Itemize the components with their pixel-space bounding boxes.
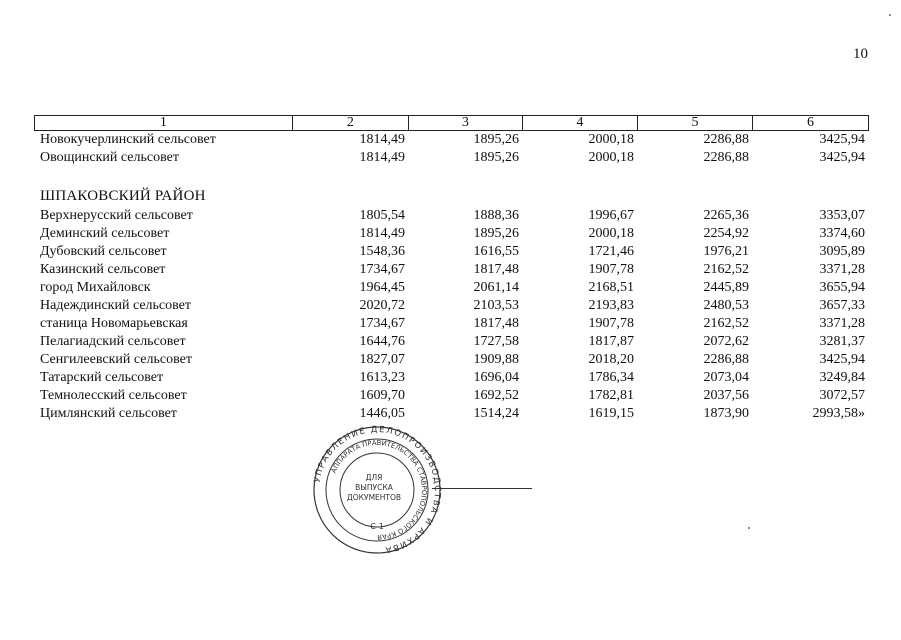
row-value-col-6: 3371,28 [819,316,865,331]
stamp-center-line-3: ДОКУМЕНТОВ [346,493,402,502]
row-value-col-2: 1446,05 [359,406,405,421]
row-value-col-5: 1873,90 [703,406,749,421]
section-gap [34,167,869,187]
section-title: ШПАКОВСКИЙ РАЙОН [40,188,206,204]
table-row [34,405,869,423]
stamp-code: С-1 [370,522,384,531]
row-value-col-6: 3657,33 [819,298,865,313]
row-value-col-2: 1827,07 [359,352,405,367]
row-name: Овощинский сельсовет [40,150,179,165]
table-row [34,207,869,225]
column-number-header [34,115,869,131]
row-value-col-4: 2193,83 [588,298,634,313]
row-value-col-6: 3072,57 [819,388,865,403]
row-value-col-6: 3425,94 [819,150,865,165]
row-value-col-2: 1814,49 [359,150,405,165]
row-value-col-3: 1888,36 [473,208,519,223]
row-value-col-4: 1996,67 [588,208,634,223]
row-value-col-4: 2000,18 [588,226,634,241]
row-value-col-5: 2286,88 [703,150,749,165]
table-row [34,351,869,369]
row-value-col-5: 2072,62 [703,334,749,349]
page-number: 10 [853,46,868,62]
row-value-col-2: 1734,67 [359,262,405,277]
rows-section-group [34,207,869,423]
row-value-col-4: 1907,78 [588,316,634,331]
row-name: Дубовский сельсовет [40,244,167,259]
row-value-col-3: 2061,14 [473,280,519,295]
row-value-col-6: 3425,94 [819,352,865,367]
table-row [34,131,869,149]
row-value-col-3: 1895,26 [473,226,519,241]
row-value-col-5: 2286,88 [703,132,749,147]
row-value-col-3: 1692,52 [473,388,519,403]
stamp-outer-text: УПРАВЛЕНИЕ ДЕЛОПРОИЗВОД ТВА И АРХИВА [312,425,442,555]
table-row [34,333,869,351]
row-value-col-3: 2103,53 [473,298,519,313]
row-value-col-2: 1814,49 [359,226,405,241]
row-value-col-3: 1909,88 [473,352,519,367]
row-value-col-6: 3425,94 [819,132,865,147]
row-name: Казинский сельсовет [40,262,166,277]
scan-speck [889,14,891,16]
table-row [34,261,869,279]
row-name: Верхнерусский сельсовет [40,208,193,223]
signature-line [432,488,532,489]
row-value-col-2: 1734,67 [359,316,405,331]
row-value-col-4: 1786,34 [588,370,634,385]
row-value-col-4: 1619,15 [588,406,634,421]
row-value-col-5: 2073,04 [703,370,749,385]
scan-speck [748,527,750,529]
row-value-col-3: 1727,58 [473,334,519,349]
row-value-col-4: 1721,46 [588,244,634,259]
row-name: Сенгилеевский сельсовет [40,352,192,367]
row-value-col-4: 2018,20 [588,352,634,367]
header-col-3: 3 [408,116,522,130]
row-value-col-5: 2480,53 [703,298,749,313]
header-col-6: 6 [752,116,868,130]
row-value-col-2: 1964,45 [359,280,405,295]
row-value-col-3: 1514,24 [473,406,519,421]
row-value-col-5: 2445,89 [703,280,749,295]
row-value-col-2: 1613,23 [359,370,405,385]
row-value-col-3: 1817,48 [473,262,519,277]
row-value-col-6: 3095,89 [819,244,865,259]
stamp-center-line-1: ДЛЯ [365,473,383,482]
row-value-col-4: 1817,87 [588,334,634,349]
table-row [34,297,869,315]
row-name: станица Новомарьевская [40,316,188,331]
row-value-col-5: 2265,36 [703,208,749,223]
row-value-col-6: 2993,58» [812,406,865,421]
row-name: Цимлянский сельсовет [40,406,177,421]
table-row [34,243,869,261]
rows-top-group [34,131,869,167]
table-row [34,149,869,167]
official-stamp [312,425,442,555]
table-row [34,315,869,333]
table-row [34,279,869,297]
row-value-col-2: 1644,76 [359,334,405,349]
row-value-col-2: 1609,70 [359,388,405,403]
row-value-col-2: 2020,72 [359,298,405,313]
row-name: Надеждинский сельсовет [40,298,191,313]
row-value-col-6: 3371,28 [819,262,865,277]
row-name: Татарский сельсовет [40,370,164,385]
stamp-center-line-2: ВЫПУСКА [355,483,393,492]
row-name: город Михайловск [40,280,151,295]
row-name: Пелагиадский сельсовет [40,334,186,349]
row-value-col-2: 1814,49 [359,132,405,147]
table-row [34,369,869,387]
row-value-col-4: 1907,78 [588,262,634,277]
row-name: Новокучерлинский сельсовет [40,132,216,147]
row-value-col-3: 1616,55 [473,244,519,259]
row-value-col-3: 1895,26 [473,132,519,147]
row-value-col-5: 1976,21 [703,244,749,259]
row-value-col-6: 3281,37 [819,334,865,349]
row-value-col-3: 1696,04 [473,370,519,385]
header-col-4: 4 [522,116,637,130]
row-value-col-4: 2000,18 [588,150,634,165]
row-name: Деминский сельсовет [40,226,170,241]
row-value-col-4: 2168,51 [588,280,634,295]
row-value-col-3: 1895,26 [473,150,519,165]
row-value-col-5: 2162,52 [703,316,749,331]
stamp-inner-text: АППАРАТА ПРАВИТЕЛЬСТВА СТАВРОПОЛЬСКОГО КРАЯ [329,438,429,542]
header-col-2: 2 [292,116,408,130]
row-name: Темнолесский сельсовет [40,388,187,403]
row-value-col-6: 3353,07 [819,208,865,223]
tariff-table [34,115,869,423]
row-value-col-5: 2162,52 [703,262,749,277]
table-row [34,225,869,243]
row-value-col-6: 3374,60 [819,226,865,241]
header-col-5: 5 [637,116,752,130]
row-value-col-4: 1782,81 [588,388,634,403]
table-row [34,387,869,405]
row-value-col-3: 1817,48 [473,316,519,331]
row-value-col-2: 1548,36 [359,244,405,259]
row-value-col-2: 1805,54 [359,208,405,223]
row-value-col-5: 2254,92 [703,226,749,241]
row-value-col-5: 2037,56 [703,388,749,403]
row-value-col-4: 2000,18 [588,132,634,147]
row-value-col-5: 2286,88 [703,352,749,367]
row-value-col-6: 3249,84 [819,370,865,385]
row-value-col-6: 3655,94 [819,280,865,295]
header-col-1: 1 [159,115,167,130]
